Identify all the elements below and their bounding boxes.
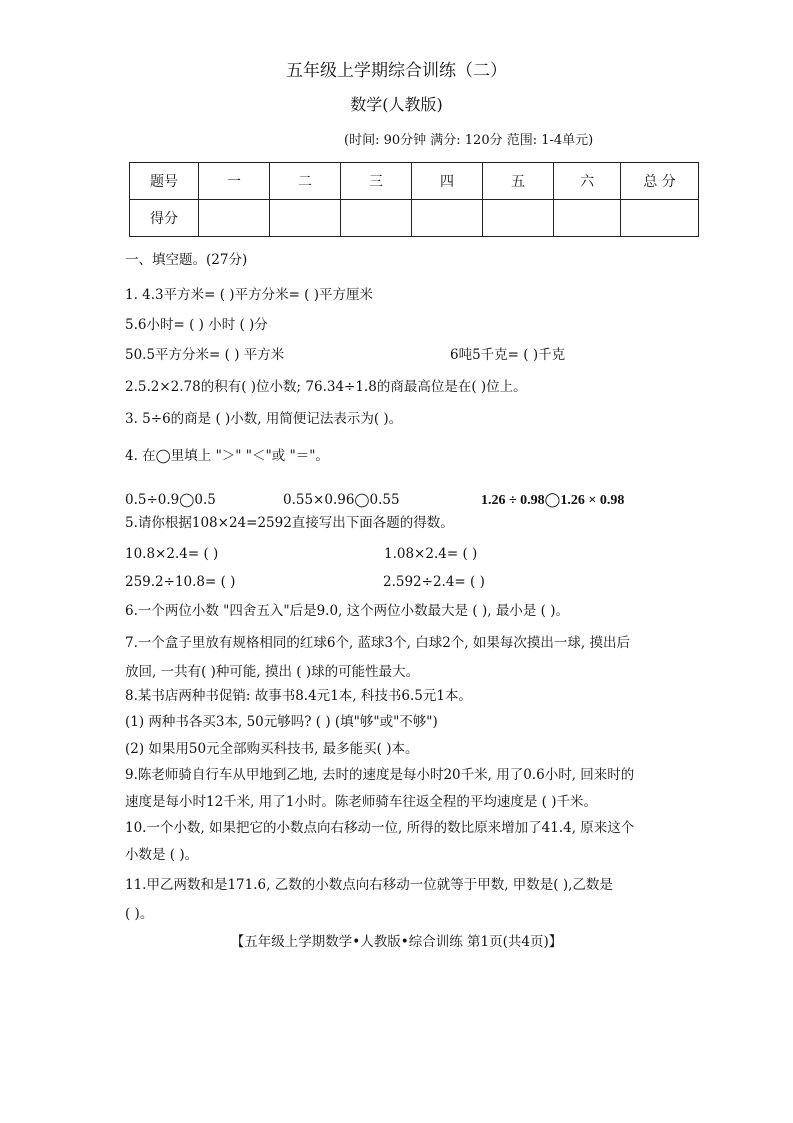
score-cell — [341, 200, 412, 237]
question-line: 放回, 一共有( )种可能, 摸出 ( )球的可能性最大。 — [125, 664, 420, 680]
compare-item: 1.26 ÷ 0.98◯1.26 × 0.98 — [481, 493, 625, 508]
question-line: 8.某书店两种书促销: 故事书8.4元1本, 科技书6.5元1本。 — [125, 688, 472, 704]
compare-item: 0.5÷0.9◯0.5 — [125, 492, 216, 508]
header-cell: 一 — [199, 163, 270, 200]
question-line: 11.甲乙两数和是171.6, 乙数的小数点向右移动一位就等于甲数, 甲数是( ),乙数是 — [125, 877, 613, 893]
calc-item: 2.592÷2.4= ( ) — [383, 574, 485, 590]
header-cell: 三 — [341, 163, 412, 200]
question-line: 2.5.2×2.78的积有( )位小数; 76.34÷1.8的商最高位是在( )位上。 — [125, 379, 527, 395]
question-line: 小数是 ( )。 — [125, 847, 199, 863]
score-cell — [270, 200, 341, 237]
page-title: 五年级上学期综合训练（二） — [286, 61, 507, 81]
question-line: 1. 4.3平方米= ( )平方分米= ( )平方厘米 — [125, 287, 373, 303]
score-cell — [621, 200, 699, 237]
score-cell — [412, 200, 483, 237]
question-line: 7.一个盒子里放有规格相同的红球6个, 蓝球3个, 白球2个, 如果每次摸出一球, 摸出后 — [125, 635, 630, 651]
question-line: 6.一个两位小数 "四舍五入"后是9.0, 这个两位小数最大是 ( ), 最小是 ( )。 — [125, 603, 569, 619]
question-line: 6吨5千克= ( )千克 — [450, 347, 566, 363]
score-cell — [199, 200, 270, 237]
question-line: 10.一个小数, 如果把它的小数点向右移动一位, 所得的数比原来增加了41.4, 原来这个 — [125, 820, 635, 836]
question-line: 5.请你根据108×24=2592直接写出下面各题的得数。 — [125, 515, 454, 531]
calc-item: 1.08×2.4= ( ) — [384, 546, 478, 562]
exam-meta: (时间: 90分钟 满分: 120分 范围: 1-4单元) — [344, 133, 594, 148]
header-cell: 总 分 — [621, 163, 699, 200]
score-table-header-row — [130, 163, 699, 200]
score-cell — [483, 200, 554, 237]
question-line: ( )。 — [125, 906, 154, 922]
question-line: (1) 两种书各买3本, 50元够吗? ( ) (填"够"或"不够") — [125, 714, 438, 730]
question-line: 速度是每小时12千米, 用了1小时。陈老师骑车往返全程的平均速度是 ( )千米。 — [125, 794, 597, 810]
question-line: 4. 在◯里填上 "＞" "＜"或 "＝"。 — [125, 448, 329, 464]
page-footer: 【五年级上学期数学•人教版•综合训练 第1页(共4页)】 — [230, 934, 563, 950]
header-cell: 二 — [270, 163, 341, 200]
score-cell — [554, 200, 621, 237]
row-label: 得分 — [130, 200, 199, 237]
question-line: (2) 如果用50元全部购买科技书, 最多能买( )本。 — [125, 741, 419, 757]
question-line: 9.陈老师骑自行车从甲地到乙地, 去时的速度是每小时20千米, 用了0.6小时, 回来时的 — [125, 767, 635, 783]
section-heading: 一、填空题。(27分) — [125, 252, 248, 268]
subject-subtitle: 数学(人教版) — [350, 95, 443, 114]
calc-item: 259.2÷10.8= ( ) — [125, 574, 236, 590]
question-line: 50.5平方分米= ( ) 平方米 — [125, 347, 285, 363]
question-line: 3. 5÷6的商是 ( )小数, 用简便记法表示为( )。 — [125, 411, 403, 427]
header-cell: 四 — [412, 163, 483, 200]
score-table — [129, 162, 699, 237]
score-table-score-row — [130, 200, 699, 237]
question-line: 5.6小时= ( ) 小时 ( )分 — [125, 317, 268, 333]
calc-item: 10.8×2.4= ( ) — [125, 546, 219, 562]
compare-item: 0.55×0.96◯0.55 — [283, 492, 400, 508]
header-cell: 五 — [483, 163, 554, 200]
header-cell: 题号 — [130, 163, 199, 200]
header-cell: 六 — [554, 163, 621, 200]
